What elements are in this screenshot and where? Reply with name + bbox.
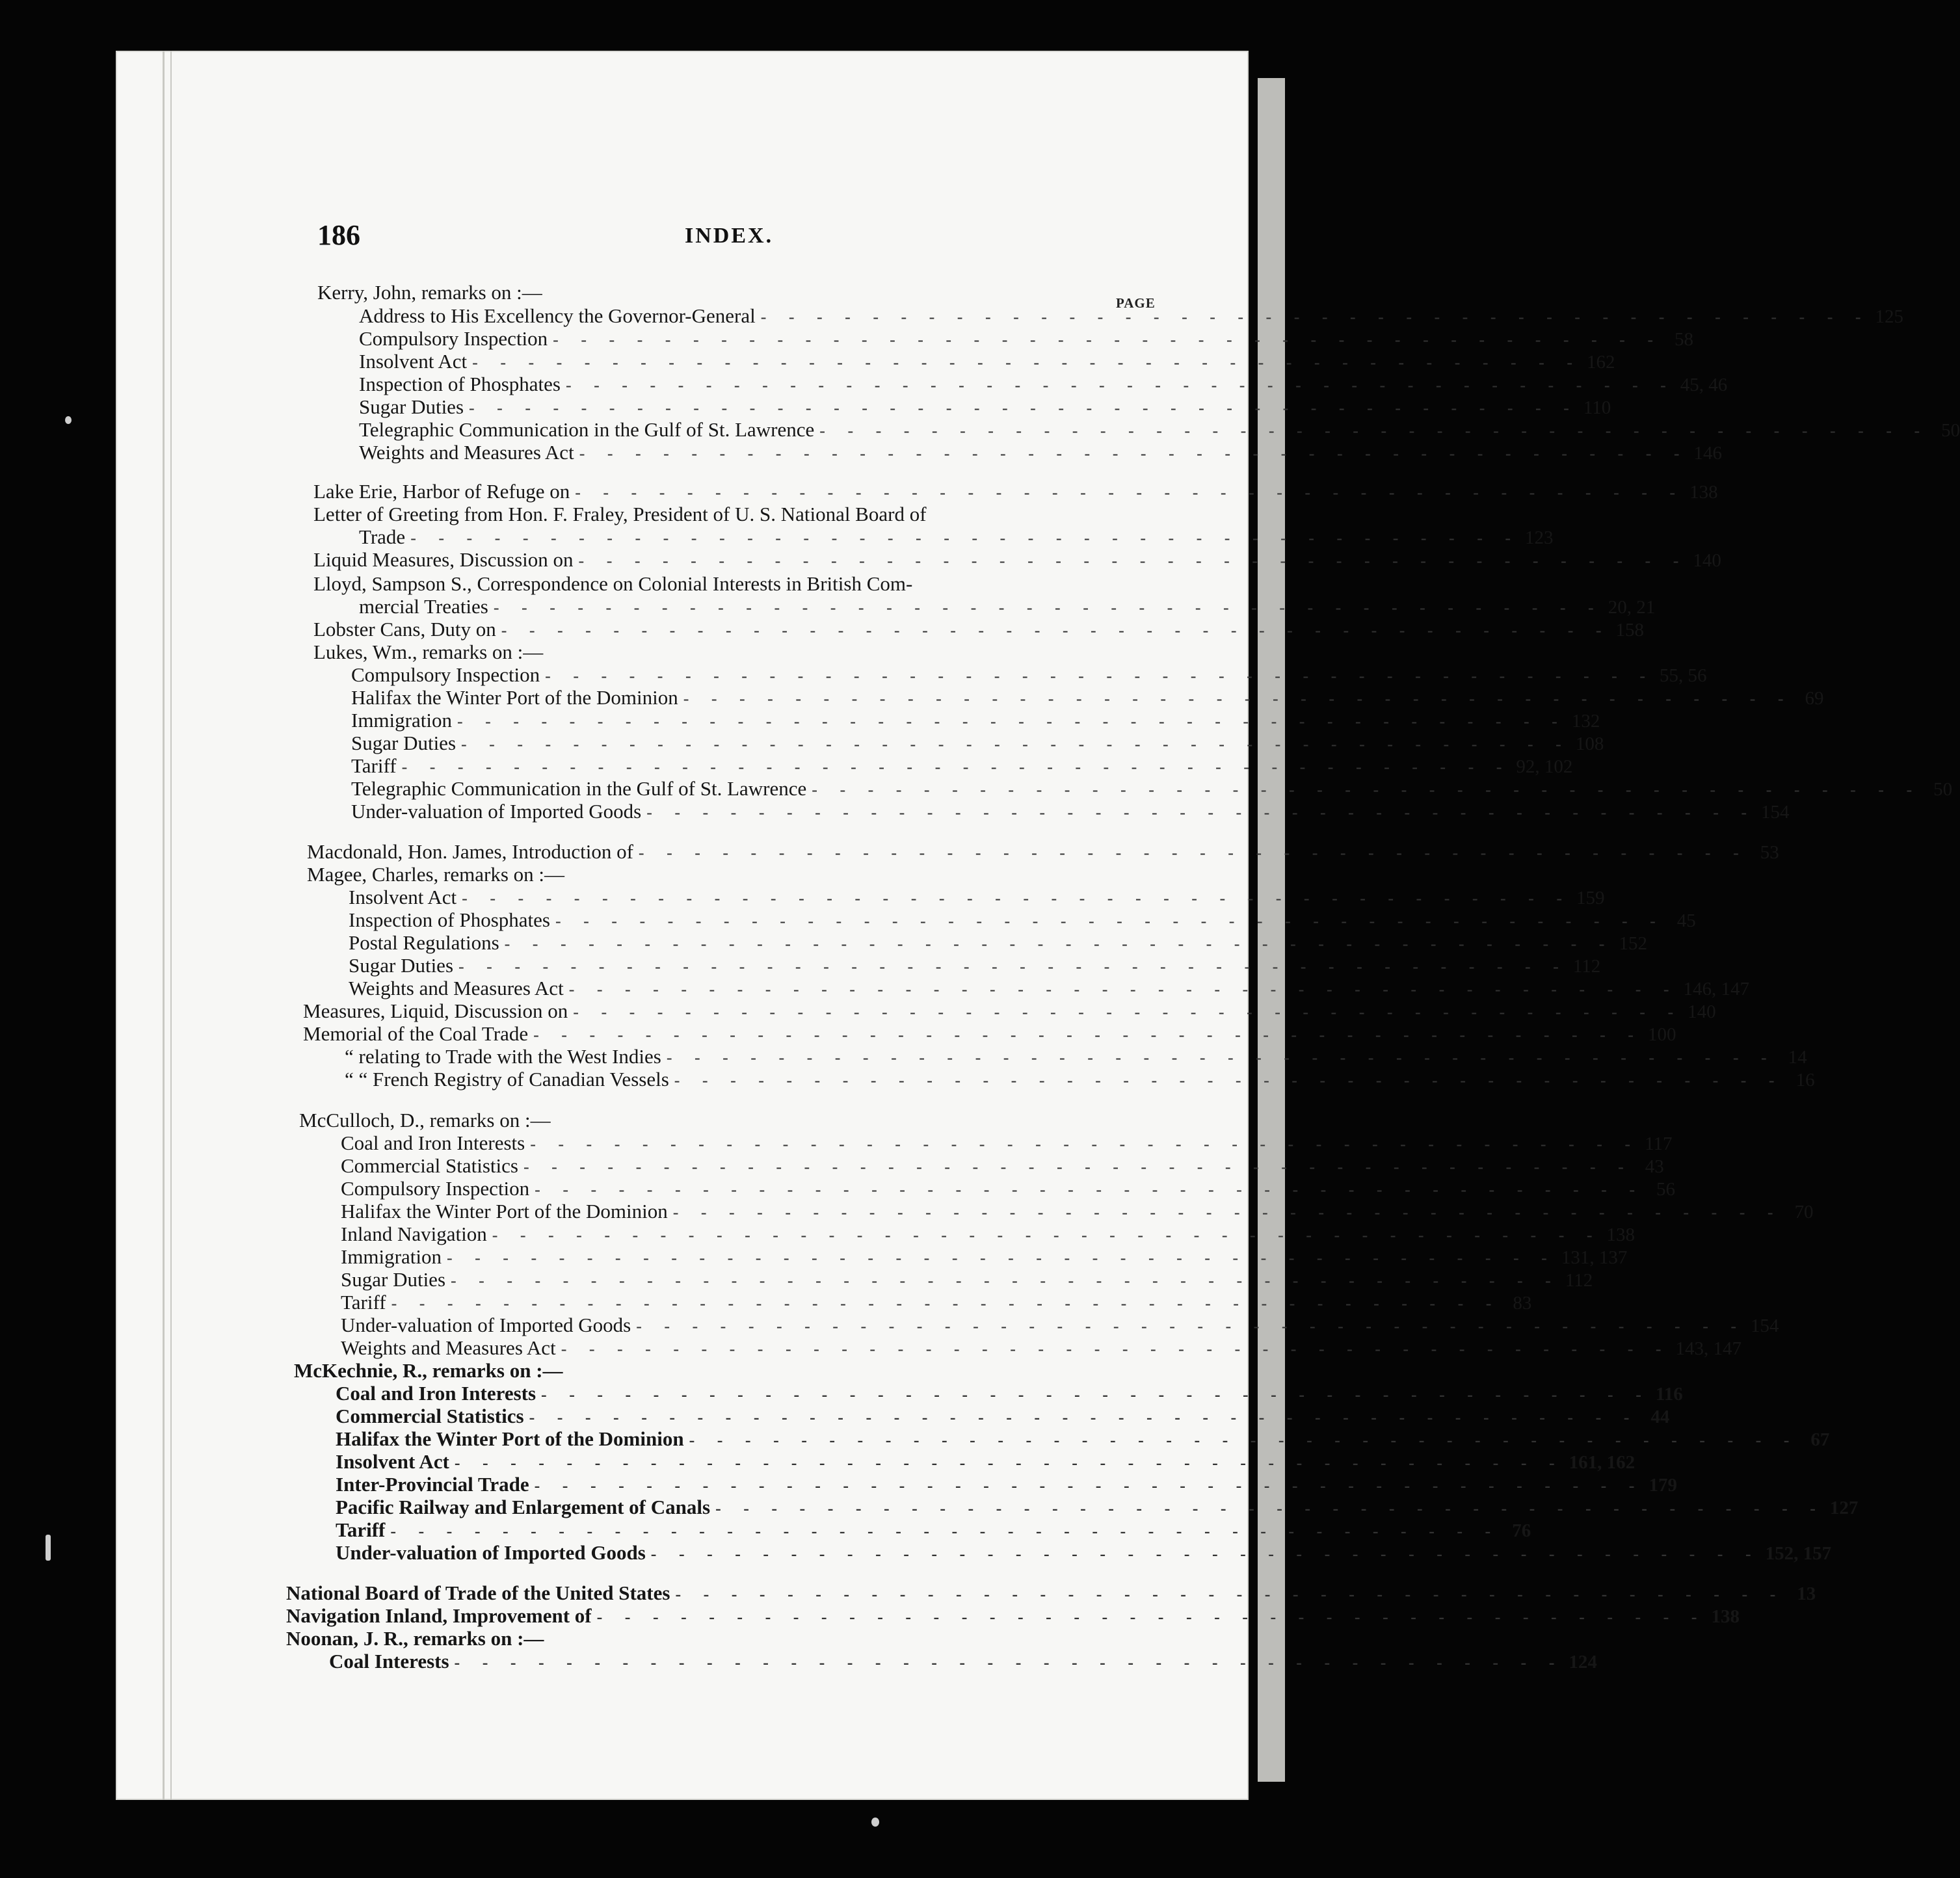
dot-leader: - - - - - - - - - - - - - - - - - - - - - - - - - - - - - - - - - - - - - - - - xyxy=(541,1385,1650,1404)
index-entry xyxy=(303,1022,1676,1046)
index-entry xyxy=(286,1627,1128,1650)
index-entry-text: Immigration xyxy=(351,709,452,732)
dot-leader: - - - - - - - - - - - - - - - - - - - - - - - - - - - - - - - - - - - - - - - - xyxy=(568,980,1678,999)
index-entry-text: Compulsory Inspection xyxy=(359,327,548,350)
index-entry-text: Immigration xyxy=(341,1245,442,1268)
index-entry xyxy=(286,1581,1816,1605)
index-entry-text: Lobster Cans, Duty on xyxy=(313,618,496,641)
index-entry-text: McCulloch, D., remarks on :— xyxy=(299,1109,551,1131)
index-entry-page: 14 xyxy=(1788,1047,1807,1068)
index-entry-text: Compulsory Inspection xyxy=(341,1177,530,1200)
index-entry xyxy=(313,503,1128,526)
index-entry xyxy=(286,1604,1740,1628)
index-entry-text: Insolvent Act xyxy=(349,886,457,908)
index-entry-page: 100 xyxy=(1647,1024,1676,1045)
index-entry-text: Trade xyxy=(359,525,406,548)
dot-leader: - - - - - - - - - - - - - - - - - - - - - - - - - - - - - - - - - - - - - - - - xyxy=(504,934,1614,953)
index-entry xyxy=(307,840,1779,864)
dot-leader: - - - - - - - - - - - - - - - - - - - - - - - - - - - - - - - - - - - - - - - - xyxy=(454,1453,1564,1472)
dot-leader: - - - - - - - - - - - - - - - - - - - - - - - - - - - - - - - - - - - - - - - - xyxy=(530,1135,1640,1154)
index-entry xyxy=(359,525,1554,549)
index-entry xyxy=(313,548,1721,572)
index-entry xyxy=(313,480,1718,503)
index-entry-page: 45, 46 xyxy=(1680,375,1728,395)
index-entry xyxy=(359,373,1728,396)
index-entry-text: Telegraphic Communication in the Gulf of St. Lawrence xyxy=(359,418,815,441)
index-entry xyxy=(336,1473,1677,1496)
index-entry xyxy=(359,327,1693,350)
index-entry xyxy=(359,441,1723,464)
index-entry-text: Commercial Statistics xyxy=(336,1405,524,1427)
dot-leader: - - - - - - - - - - - - - - - - - - - - - - - - - - - - - - - - - - - - - - - - xyxy=(462,889,1571,908)
index-entry-page: 56 xyxy=(1656,1179,1675,1200)
index-entry-text: Compulsory Inspection xyxy=(351,663,540,686)
index-entry xyxy=(349,908,1696,932)
dot-leader: - - - - - - - - - - - - - - - - - - - - - - - - - - - - - - - - - - - - - - - - xyxy=(689,1431,1799,1449)
index-entry-page: 69 xyxy=(1805,688,1824,709)
index-entry-page: 70 xyxy=(1794,1202,1814,1223)
index-entry-page: 117 xyxy=(1645,1133,1673,1154)
index-entry xyxy=(349,954,1601,977)
index-entry xyxy=(351,663,1707,687)
index-entry-text: Noonan, J. R., remarks on :— xyxy=(286,1627,544,1650)
index-entry-page: 112 xyxy=(1565,1270,1593,1291)
index-entry xyxy=(341,1177,1675,1200)
dot-leader: - - - - - - - - - - - - - - - - - - - - - - - - - - - - - - - - - - - - - - - - xyxy=(390,1522,1500,1541)
index-entry-text: Halifax the Winter Port of the Dominion xyxy=(351,686,678,709)
index-entry-page: 58 xyxy=(1675,329,1693,350)
page-number: 186 xyxy=(317,219,360,251)
index-entry-page: 132 xyxy=(1571,711,1600,732)
index-entry-text: Inland Navigation xyxy=(341,1223,487,1245)
index-entry-page: 112 xyxy=(1572,956,1601,977)
index-entry-page: 123 xyxy=(1525,527,1554,548)
index-entry xyxy=(341,1245,1628,1269)
index-entry-text: Tariff xyxy=(341,1291,386,1314)
index-entry xyxy=(359,350,1615,373)
index-entry-page: 127 xyxy=(1829,1498,1859,1518)
index-entry xyxy=(336,1405,1670,1428)
index-entry-page: 158 xyxy=(1615,620,1645,641)
index-entry-text: Sugar Duties xyxy=(341,1268,446,1291)
index-entry xyxy=(313,641,1128,664)
dot-leader: - - - - - - - - - - - - - - - - - - - - - - - - - - - - - - - - - - - - - - - - xyxy=(715,1499,1825,1518)
index-entry-text: Inspection of Phosphates xyxy=(349,908,550,931)
index-entry-page: 162 xyxy=(1587,352,1615,373)
index-entry-text: McKechnie, R., remarks on :— xyxy=(294,1359,563,1382)
dot-leader: - - - - - - - - - - - - - - - - - - - - - - - - - - - - - - - - - - - - - - - - xyxy=(451,1271,1560,1290)
dot-leader: - - - - - - - - - - - - - - - - - - - - - - - - - - - - - - - - - - - - - - - - xyxy=(457,712,1567,731)
index-entry-page: 159 xyxy=(1576,888,1605,908)
index-entry-text: Halifax the Winter Port of the Dominion xyxy=(341,1200,668,1223)
index-entry xyxy=(341,1291,1532,1314)
index-entry-text: Lake Erie, Harbor of Refuge on xyxy=(313,480,570,503)
index-entry-text: Sugar Duties xyxy=(359,395,464,418)
index-entry-text: Postal Regulations xyxy=(349,931,499,954)
index-entry-page: 108 xyxy=(1575,734,1604,754)
dot-leader: - - - - - - - - - - - - - - - - - - - - - - - - - - - - - - - - - - - - - - - - xyxy=(545,667,1654,685)
index-entry xyxy=(349,977,1750,1000)
dot-leader: - - - - - - - - - - - - - - - - - - - - - - - - - - - - - - - - - - - - - - - - xyxy=(579,444,1689,463)
index-entry-page: 179 xyxy=(1649,1475,1677,1496)
index-entry xyxy=(341,1268,1593,1291)
dot-leader: - - - - - - - - - - - - - - - - - - - - - - - - - - - - - - - - - - - - - - - - xyxy=(573,1003,1683,1022)
index-entry xyxy=(317,281,1128,304)
dot-leader: - - - - - - - - - - - - - - - - - - - - - - - - - - - - - - - - - - - - - - - - xyxy=(492,1226,1602,1245)
index-entry xyxy=(336,1496,1859,1519)
index-entry xyxy=(349,931,1647,955)
index-entry-text: Under-valuation of Imported Goods xyxy=(351,800,642,823)
index-entry-page: 140 xyxy=(1693,550,1721,571)
index-entry xyxy=(336,1427,1830,1451)
index-entry-page: 138 xyxy=(1606,1224,1636,1245)
dot-leader: - - - - - - - - - - - - - - - - - - - - - - - - - - - - - - - - - - - - - - - - xyxy=(533,1025,1643,1044)
index-entry xyxy=(336,1382,1683,1405)
index-entry xyxy=(349,886,1605,909)
index-entry-page: 138 xyxy=(1689,482,1718,503)
index-entry xyxy=(336,1541,1832,1565)
dot-leader: - - - - - - - - - - - - - - - - - - - - - - - - - - - - - - - - - - - - - - - - xyxy=(674,1071,1784,1090)
index-entry-page: 50 xyxy=(1941,420,1960,441)
index-entry-page: 138 xyxy=(1711,1606,1740,1627)
index-entry-text: Halifax the Winter Port of the Dominion xyxy=(336,1427,684,1450)
index-entry-page: 45 xyxy=(1676,910,1696,931)
dot-leader: - - - - - - - - - - - - - - - - - - - - - - - - - - - - - - - - - - - - - - - - xyxy=(523,1157,1633,1176)
index-entry xyxy=(351,709,1600,732)
index-entry-page: 55, 56 xyxy=(1660,665,1707,686)
index-entry-page: 146 xyxy=(1693,443,1723,464)
index-entry-page: 146, 147 xyxy=(1683,979,1750,999)
index-entry-text: Pacific Railway and Enlargement of Canals xyxy=(336,1496,711,1518)
index-entry-text: National Board of Trade of the United States xyxy=(286,1581,670,1604)
dot-leader: - - - - - - - - - - - - - - - - - - - - - - - - - - - - - - - - - - - - - - - - xyxy=(461,735,1570,754)
index-entry xyxy=(313,572,1128,596)
dot-leader: - - - - - - - - - - - - - - - - - - - - - - - - - - - - - - - - - - - - - - - - xyxy=(529,1408,1639,1427)
index-entry-text: Weights and Measures Act xyxy=(349,977,564,999)
dot-leader: - - - - - - - - - - - - - - - - - - - - - - - - - - - - - - - - - - - - - - - - xyxy=(819,421,1929,440)
dot-leader: - - - - - - - - - - - - - - - - - - - - - - - - - - - - - - - - - - - - - - - - xyxy=(666,1048,1776,1067)
running-head: INDEX. xyxy=(685,224,774,248)
dot-leader: - - - - - - - - - - - - - - - - - - - - - - - - - - - - - - - - - - - - - - - - xyxy=(454,1653,1564,1672)
index-entry-text: “ “ French Registry of Canadian Vessels xyxy=(345,1068,669,1091)
index-entry xyxy=(345,1045,1807,1068)
page-column-heading: PAGE xyxy=(1116,295,1156,311)
index-entry-page: 67 xyxy=(1810,1429,1830,1450)
index-entry-page: 143, 147 xyxy=(1675,1338,1742,1359)
index-entry-page: 154 xyxy=(1761,802,1790,823)
index-entry-text: Navigation Inland, Improvement of xyxy=(286,1604,592,1627)
dot-leader: - - - - - - - - - - - - - - - - - - - - - - - - - - - - - - - - - - - - - - - - xyxy=(683,689,1793,708)
dot-leader: - - - - - - - - - - - - - - - - - - - - - - - - - - - - - - - - - - - - - - - - xyxy=(812,780,1922,799)
dot-leader: - - - - - - - - - - - - - - - - - - - - - - - - - - - - - - - - - - - - - - - - xyxy=(401,758,1511,776)
index-entry-page: 140 xyxy=(1688,1001,1716,1022)
index-entry-text: Insolvent Act xyxy=(336,1450,449,1473)
dot-leader: - - - - - - - - - - - - - - - - - - - - - - - - - - - - - - - - - - - - - - - - xyxy=(472,353,1582,372)
dot-leader: - - - - - - - - - - - - - - - - - - - - - - - - - - - - - - - - - - - - - - - - xyxy=(391,1294,1501,1313)
index-entry xyxy=(359,418,1960,442)
index-entry xyxy=(299,1109,1128,1132)
dot-leader: - - - - - - - - - - - - - - - - - - - - - - - - - - - - - - - - - - - - - - - - xyxy=(501,621,1611,640)
index-entry-page: 152 xyxy=(1619,933,1647,954)
index-entry xyxy=(351,800,1790,823)
index-entry xyxy=(313,618,1645,641)
dot-leader: - - - - - - - - - - - - - - - - - - - - - - - - - - - - - - - - - - - - - - - - xyxy=(636,1317,1746,1336)
index-entry-text: Inspection of Phosphates xyxy=(359,373,561,395)
index-entry xyxy=(329,1650,1597,1673)
index-entry-text: Coal and Iron Interests xyxy=(341,1131,525,1154)
dot-leader: - - - - - - - - - - - - - - - - - - - - - - - - - - - - - - - - - - - - - - - - xyxy=(410,529,1520,548)
index-entry-text: Memorial of the Coal Trade xyxy=(303,1022,529,1045)
index-entry-text: Tariff xyxy=(351,754,397,777)
index-entry xyxy=(341,1200,1814,1223)
index-entry xyxy=(336,1518,1531,1542)
index-entry-page: 43 xyxy=(1645,1156,1664,1177)
index-entry-text: Tariff xyxy=(336,1518,386,1541)
index-entry-page: 131, 137 xyxy=(1561,1247,1628,1268)
dot-leader: - - - - - - - - - - - - - - - - - - - - - - - - - - - - - - - - - - - - - - - - xyxy=(638,843,1748,862)
dot-leader: - - - - - - - - - - - - - - - - - - - - - - - - - - - - - - - - - - - - - - - - xyxy=(535,1180,1644,1199)
index-entry xyxy=(341,1131,1673,1155)
dot-leader: - - - - - - - - - - - - - - - - - - - - - - - - - - - - - - - - - - - - - - - - xyxy=(458,957,1568,976)
index-entry xyxy=(359,304,1904,328)
dot-leader: - - - - - - - - - - - - - - - - - - - - - - - - - - - - - - - - - - - - - - - - xyxy=(672,1203,1782,1222)
dot-leader: - - - - - - - - - - - - - - - - - - - - - - - - - - - - - - - - - - - - - - - - xyxy=(578,551,1688,570)
index-entry-page: 13 xyxy=(1797,1583,1816,1604)
index-entry xyxy=(345,1068,1815,1091)
index-entry-text: Measures, Liquid, Discussion on xyxy=(303,999,568,1022)
index-entry-text: Sugar Duties xyxy=(351,732,457,754)
index-entry-text: Telegraphic Communication in the Gulf of St. Lawrence xyxy=(351,777,807,800)
dot-leader: - - - - - - - - - - - - - - - - - - - - - - - - - - - - - - - - - - - - - - - - xyxy=(650,1544,1760,1563)
index-entry-page: 44 xyxy=(1650,1407,1670,1427)
index-entry-page: 154 xyxy=(1751,1316,1779,1336)
index-entry-text: Letter of Greeting from Hon. F. Fraley, President of U. S. National Board of xyxy=(313,503,927,525)
index-entry-text: mercial Treaties xyxy=(359,595,488,618)
index-entry-text: Lloyd, Sampson S., Correspondence on Colonial Interests in British Com- xyxy=(313,572,913,595)
index-entry-text: Sugar Duties xyxy=(349,954,454,977)
index-entry xyxy=(359,595,1656,618)
index-entry-text: Kerry, John, remarks on :— xyxy=(317,281,542,304)
dot-leader: - - - - - - - - - - - - - - - - - - - - - - - - - - - - - - - - - - - - - - - - xyxy=(565,376,1675,395)
index-entry xyxy=(341,1314,1779,1337)
index-entry xyxy=(351,732,1604,755)
dot-leader: - - - - - - - - - - - - - - - - - - - - - - - - - - - - - - - - - - - - - - - - xyxy=(760,308,1870,326)
dot-leader: - - - - - - - - - - - - - - - - - - - - - - - - - - - - - - - - - - - - - - - - xyxy=(596,1607,1706,1626)
index-entry-page: 76 xyxy=(1512,1520,1531,1541)
index-entry xyxy=(351,754,1573,778)
index-entry-text: Liquid Measures, Discussion on xyxy=(313,548,574,571)
index-entry-page: 125 xyxy=(1875,306,1904,327)
dot-leader: - - - - - - - - - - - - - - - - - - - - - - - - - - - - - - - - - - - - - - - - xyxy=(534,1476,1644,1495)
index-entry-text: Macdonald, Hon. James, Introduction of xyxy=(307,840,633,863)
index-entry-text: Insolvent Act xyxy=(359,350,468,373)
index-entry-page: 152, 157 xyxy=(1765,1543,1832,1564)
dot-leader: - - - - - - - - - - - - - - - - - - - - - - - - - - - - - - - - - - - - - - - - xyxy=(646,803,1756,822)
index-entry-text: Inter-Provincial Trade xyxy=(336,1473,529,1496)
index-entry-text: Commercial Statistics xyxy=(341,1154,518,1177)
dot-leader: - - - - - - - - - - - - - - - - - - - - - - - - - - - - - - - - - - - - - - - - xyxy=(675,1585,1785,1604)
index-entry-page: 50 xyxy=(1933,779,1953,800)
dot-leader: - - - - - - - - - - - - - - - - - - - - - - - - - - - - - - - - - - - - - - - - xyxy=(553,330,1662,349)
index-entry-text: Coal Interests xyxy=(329,1650,449,1673)
dot-leader: - - - - - - - - - - - - - - - - - - - - - - - - - - - - - - - - - - - - - - - - xyxy=(555,912,1665,931)
index-entry xyxy=(341,1154,1664,1178)
index-entry-text: Under-valuation of Imported Goods xyxy=(336,1541,646,1564)
index-entry-text: Address to His Excellency the Governor-General xyxy=(359,304,756,327)
index-entry-text: Magee, Charles, remarks on :— xyxy=(307,863,564,886)
index-entry-page: 161, 162 xyxy=(1569,1452,1636,1473)
index-entry-text: Weights and Measures Act xyxy=(341,1336,556,1359)
index-entry-page: 53 xyxy=(1760,842,1779,863)
dot-leader: - - - - - - - - - - - - - - - - - - - - - - - - - - - - - - - - - - - - - - - - xyxy=(493,598,1603,617)
index-entry-page: 83 xyxy=(1513,1293,1532,1314)
index-entry-page: 116 xyxy=(1655,1384,1683,1405)
index-entry-text: Under-valuation of Imported Goods xyxy=(341,1314,631,1336)
index-entry xyxy=(303,999,1716,1023)
index-entry-text: Lukes, Wm., remarks on :— xyxy=(313,641,544,663)
index-entry xyxy=(359,395,1611,419)
index-entry-page: 92, 102 xyxy=(1516,756,1573,777)
index-entry xyxy=(351,777,1953,800)
index-entry-page: 16 xyxy=(1795,1070,1815,1091)
index-entry-page: 124 xyxy=(1569,1652,1597,1673)
index-entry-text: “ relating to Trade with the West Indies xyxy=(345,1045,661,1068)
index-entry xyxy=(307,863,1128,886)
dot-leader: - - - - - - - - - - - - - - - - - - - - - - - - - - - - - - - - - - - - - - - - xyxy=(575,483,1685,502)
index-entry xyxy=(341,1223,1636,1246)
index-entry xyxy=(351,686,1824,709)
index-entry-page: 20, 21 xyxy=(1608,597,1656,618)
index-entry-page: 110 xyxy=(1583,397,1611,418)
index-entry-text: Coal and Iron Interests xyxy=(336,1382,536,1405)
index-entry xyxy=(341,1336,1742,1360)
dot-leader: - - - - - - - - - - - - - - - - - - - - - - - - - - - - - - - - - - - - - - - - xyxy=(469,399,1578,417)
dot-leader: - - - - - - - - - - - - - - - - - - - - - - - - - - - - - - - - - - - - - - - - xyxy=(561,1340,1671,1358)
dot-leader: - - - - - - - - - - - - - - - - - - - - - - - - - - - - - - - - - - - - - - - - xyxy=(446,1249,1556,1267)
index-entry xyxy=(336,1450,1636,1474)
index-entry-text: Weights and Measures Act xyxy=(359,441,574,464)
index-entry xyxy=(294,1359,1128,1382)
